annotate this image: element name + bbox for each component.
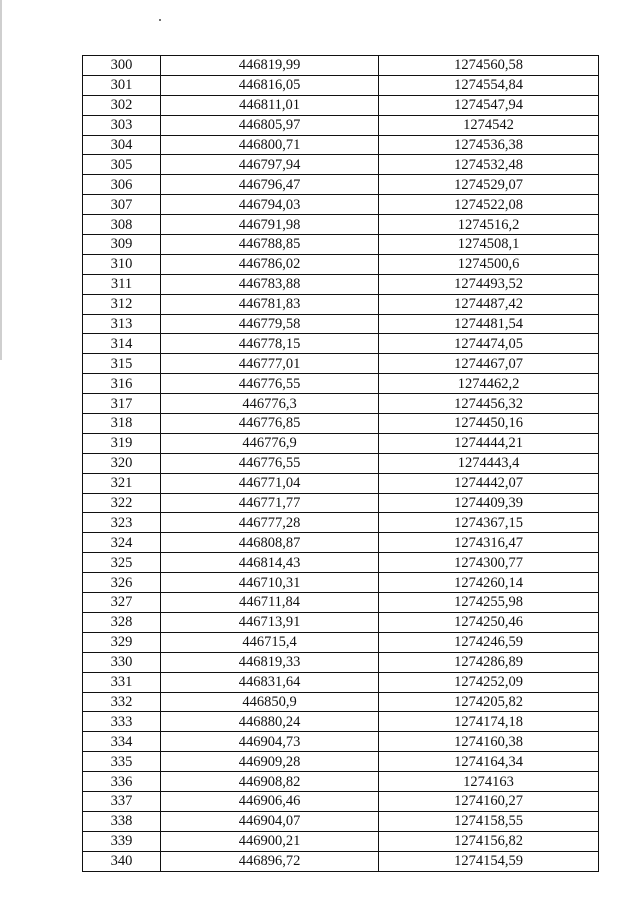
table-row xyxy=(83,493,599,513)
y-coordinate-cell: 1274542 xyxy=(379,115,599,135)
point-number-cell: 332 xyxy=(83,692,161,712)
x-coordinate-cell: 446831,64 xyxy=(161,672,379,692)
point-number-cell: 318 xyxy=(83,414,161,434)
table-row xyxy=(83,394,599,414)
x-coordinate-cell: 446777,01 xyxy=(161,354,379,374)
point-number-cell: 328 xyxy=(83,612,161,632)
table-row xyxy=(83,473,599,493)
scan-speck xyxy=(159,19,161,21)
x-coordinate-cell: 446776,85 xyxy=(161,414,379,434)
point-number-cell: 340 xyxy=(83,851,161,871)
x-coordinate-cell: 446909,28 xyxy=(161,752,379,772)
y-coordinate-cell: 1274516,2 xyxy=(379,215,599,235)
table-row xyxy=(83,652,599,672)
x-coordinate-cell: 446797,94 xyxy=(161,155,379,175)
x-coordinate-cell: 446713,91 xyxy=(161,612,379,632)
y-coordinate-cell: 1274529,07 xyxy=(379,175,599,195)
x-coordinate-cell: 446800,71 xyxy=(161,135,379,155)
point-number-cell: 310 xyxy=(83,254,161,274)
table-row xyxy=(83,254,599,274)
x-coordinate-cell: 446906,46 xyxy=(161,791,379,811)
table-row xyxy=(83,195,599,215)
point-number-cell: 320 xyxy=(83,453,161,473)
point-number-cell: 322 xyxy=(83,493,161,513)
point-number-cell: 316 xyxy=(83,374,161,394)
y-coordinate-cell: 1274560,58 xyxy=(379,56,599,76)
table-row xyxy=(83,334,599,354)
table-row xyxy=(83,772,599,792)
x-coordinate-cell: 446850,9 xyxy=(161,692,379,712)
y-coordinate-cell: 1274467,07 xyxy=(379,354,599,374)
y-coordinate-cell: 1274286,89 xyxy=(379,652,599,672)
table-row xyxy=(83,314,599,334)
y-coordinate-cell: 1274316,47 xyxy=(379,533,599,553)
y-coordinate-cell: 1274462,2 xyxy=(379,374,599,394)
x-coordinate-cell: 446819,33 xyxy=(161,652,379,672)
point-number-cell: 313 xyxy=(83,314,161,334)
y-coordinate-cell: 1274443,4 xyxy=(379,453,599,473)
y-coordinate-cell: 1274409,39 xyxy=(379,493,599,513)
point-number-cell: 330 xyxy=(83,652,161,672)
y-coordinate-cell: 1274508,1 xyxy=(379,235,599,255)
x-coordinate-cell: 446816,05 xyxy=(161,75,379,95)
x-coordinate-cell: 446776,55 xyxy=(161,453,379,473)
table-row xyxy=(83,533,599,553)
x-coordinate-cell: 446805,97 xyxy=(161,115,379,135)
table-row xyxy=(83,513,599,533)
point-number-cell: 321 xyxy=(83,473,161,493)
table-row xyxy=(83,215,599,235)
table-row xyxy=(83,56,599,76)
x-coordinate-cell: 446783,88 xyxy=(161,274,379,294)
y-coordinate-cell: 1274367,15 xyxy=(379,513,599,533)
point-number-cell: 307 xyxy=(83,195,161,215)
x-coordinate-cell: 446711,84 xyxy=(161,593,379,613)
table-row xyxy=(83,811,599,831)
table-row xyxy=(83,672,599,692)
point-number-cell: 339 xyxy=(83,831,161,851)
point-number-cell: 301 xyxy=(83,75,161,95)
point-number-cell: 304 xyxy=(83,135,161,155)
table-row xyxy=(83,374,599,394)
point-number-cell: 300 xyxy=(83,56,161,76)
table-row xyxy=(83,135,599,155)
y-coordinate-cell: 1274450,16 xyxy=(379,414,599,434)
x-coordinate-cell: 446710,31 xyxy=(161,573,379,593)
y-coordinate-cell: 1274300,77 xyxy=(379,553,599,573)
y-coordinate-cell: 1274481,54 xyxy=(379,314,599,334)
point-number-cell: 336 xyxy=(83,772,161,792)
y-coordinate-cell: 1274474,05 xyxy=(379,334,599,354)
x-coordinate-cell: 446776,55 xyxy=(161,374,379,394)
table-row xyxy=(83,453,599,473)
y-coordinate-cell: 1274252,09 xyxy=(379,672,599,692)
point-number-cell: 329 xyxy=(83,632,161,652)
table-row xyxy=(83,632,599,652)
x-coordinate-cell: 446779,58 xyxy=(161,314,379,334)
x-coordinate-cell: 446776,3 xyxy=(161,394,379,414)
table-row xyxy=(83,573,599,593)
table-row xyxy=(83,175,599,195)
table-row xyxy=(83,553,599,573)
x-coordinate-cell: 446771,77 xyxy=(161,493,379,513)
table-row xyxy=(83,712,599,732)
y-coordinate-cell: 1274255,98 xyxy=(379,593,599,613)
point-number-cell: 317 xyxy=(83,394,161,414)
x-coordinate-cell: 446778,15 xyxy=(161,334,379,354)
table-row xyxy=(83,235,599,255)
point-number-cell: 311 xyxy=(83,274,161,294)
y-coordinate-cell: 1274522,08 xyxy=(379,195,599,215)
table-row xyxy=(83,851,599,871)
x-coordinate-cell: 446771,04 xyxy=(161,473,379,493)
point-number-cell: 302 xyxy=(83,95,161,115)
point-number-cell: 338 xyxy=(83,811,161,831)
x-coordinate-cell: 446908,82 xyxy=(161,772,379,792)
y-coordinate-cell: 1274156,82 xyxy=(379,831,599,851)
table-row xyxy=(83,75,599,95)
x-coordinate-cell: 446896,72 xyxy=(161,851,379,871)
y-coordinate-cell: 1274154,59 xyxy=(379,851,599,871)
table-row xyxy=(83,115,599,135)
table-row xyxy=(83,95,599,115)
scan-page-edge xyxy=(0,0,2,360)
table-row xyxy=(83,274,599,294)
table-row xyxy=(83,732,599,752)
y-coordinate-cell: 1274164,34 xyxy=(379,752,599,772)
x-coordinate-cell: 446808,87 xyxy=(161,533,379,553)
x-coordinate-cell: 446819,99 xyxy=(161,56,379,76)
y-coordinate-cell: 1274456,32 xyxy=(379,394,599,414)
coordinates-table-body xyxy=(83,56,599,872)
x-coordinate-cell: 446814,43 xyxy=(161,553,379,573)
point-number-cell: 315 xyxy=(83,354,161,374)
y-coordinate-cell: 1274493,52 xyxy=(379,274,599,294)
table-row xyxy=(83,414,599,434)
y-coordinate-cell: 1274163 xyxy=(379,772,599,792)
x-coordinate-cell: 446904,73 xyxy=(161,732,379,752)
point-number-cell: 323 xyxy=(83,513,161,533)
point-number-cell: 303 xyxy=(83,115,161,135)
y-coordinate-cell: 1274547,94 xyxy=(379,95,599,115)
x-coordinate-cell: 446791,98 xyxy=(161,215,379,235)
y-coordinate-cell: 1274487,42 xyxy=(379,294,599,314)
y-coordinate-cell: 1274532,48 xyxy=(379,155,599,175)
point-number-cell: 312 xyxy=(83,294,161,314)
table-row xyxy=(83,831,599,851)
table-row xyxy=(83,791,599,811)
table-row xyxy=(83,294,599,314)
y-coordinate-cell: 1274250,46 xyxy=(379,612,599,632)
x-coordinate-cell: 446786,02 xyxy=(161,254,379,274)
table-row xyxy=(83,433,599,453)
x-coordinate-cell: 446880,24 xyxy=(161,712,379,732)
point-number-cell: 325 xyxy=(83,553,161,573)
point-number-cell: 319 xyxy=(83,433,161,453)
table-row xyxy=(83,593,599,613)
x-coordinate-cell: 446715,4 xyxy=(161,632,379,652)
y-coordinate-cell: 1274500,6 xyxy=(379,254,599,274)
table-row xyxy=(83,752,599,772)
x-coordinate-cell: 446777,28 xyxy=(161,513,379,533)
x-coordinate-cell: 446900,21 xyxy=(161,831,379,851)
x-coordinate-cell: 446904,07 xyxy=(161,811,379,831)
table-row xyxy=(83,354,599,374)
point-number-cell: 306 xyxy=(83,175,161,195)
point-number-cell: 331 xyxy=(83,672,161,692)
x-coordinate-cell: 446796,47 xyxy=(161,175,379,195)
coordinates-table xyxy=(82,55,599,872)
point-number-cell: 327 xyxy=(83,593,161,613)
y-coordinate-cell: 1274246,59 xyxy=(379,632,599,652)
point-number-cell: 314 xyxy=(83,334,161,354)
y-coordinate-cell: 1274174,18 xyxy=(379,712,599,732)
y-coordinate-cell: 1274205,82 xyxy=(379,692,599,712)
point-number-cell: 326 xyxy=(83,573,161,593)
y-coordinate-cell: 1274260,14 xyxy=(379,573,599,593)
point-number-cell: 334 xyxy=(83,732,161,752)
y-coordinate-cell: 1274158,55 xyxy=(379,811,599,831)
point-number-cell: 305 xyxy=(83,155,161,175)
x-coordinate-cell: 446776,9 xyxy=(161,433,379,453)
table-row xyxy=(83,612,599,632)
x-coordinate-cell: 446794,03 xyxy=(161,195,379,215)
x-coordinate-cell: 446781,83 xyxy=(161,294,379,314)
point-number-cell: 324 xyxy=(83,533,161,553)
point-number-cell: 308 xyxy=(83,215,161,235)
point-number-cell: 337 xyxy=(83,791,161,811)
y-coordinate-cell: 1274554,84 xyxy=(379,75,599,95)
y-coordinate-cell: 1274442,07 xyxy=(379,473,599,493)
y-coordinate-cell: 1274536,38 xyxy=(379,135,599,155)
y-coordinate-cell: 1274160,38 xyxy=(379,732,599,752)
table-row xyxy=(83,155,599,175)
x-coordinate-cell: 446788,85 xyxy=(161,235,379,255)
x-coordinate-cell: 446811,01 xyxy=(161,95,379,115)
table-row xyxy=(83,692,599,712)
y-coordinate-cell: 1274160,27 xyxy=(379,791,599,811)
point-number-cell: 335 xyxy=(83,752,161,772)
y-coordinate-cell: 1274444,21 xyxy=(379,433,599,453)
point-number-cell: 333 xyxy=(83,712,161,732)
point-number-cell: 309 xyxy=(83,235,161,255)
